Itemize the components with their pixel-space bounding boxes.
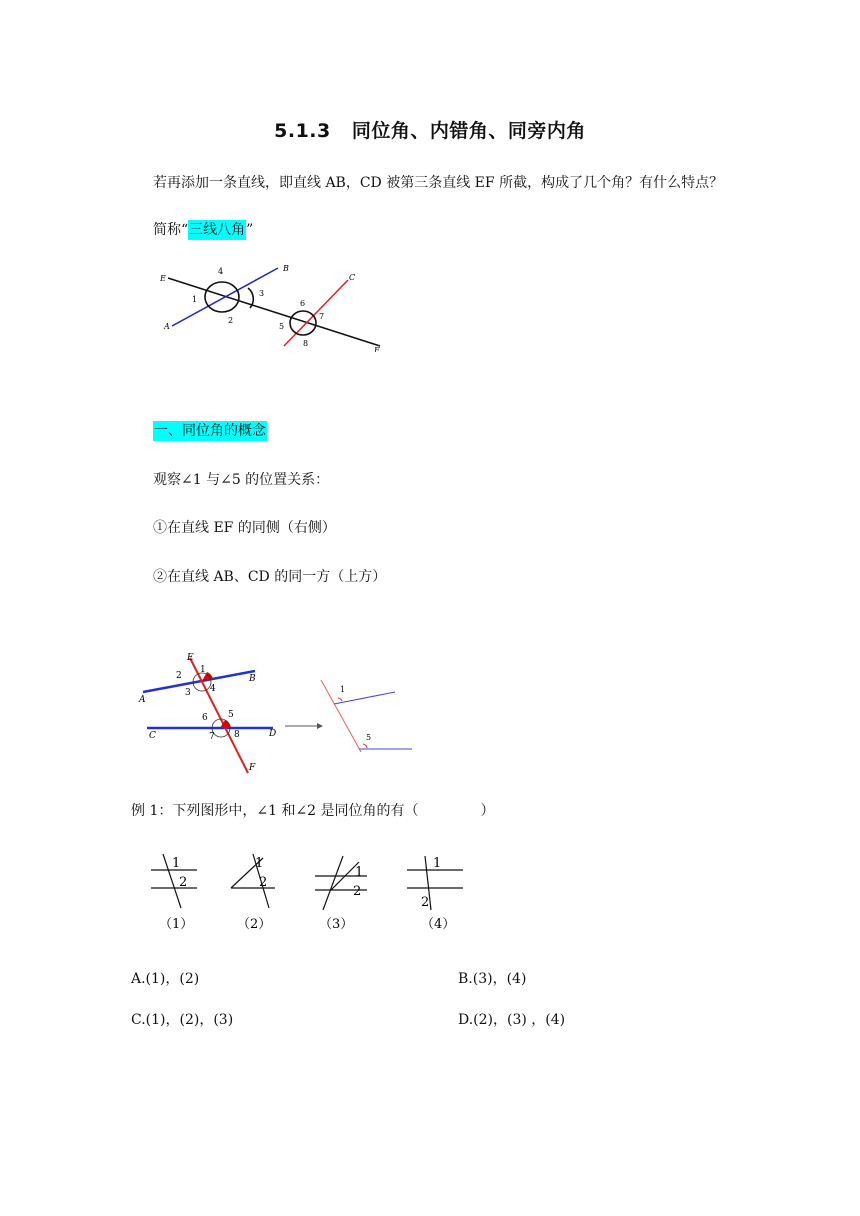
extracted-label-5: 5 — [366, 733, 372, 742]
three-lines-eight-angles-figure — [160, 262, 390, 352]
label-c: C — [349, 273, 356, 282]
title-text: 同位角、内错角、同旁内角 — [351, 120, 586, 142]
fig2-label-1: 1 — [255, 856, 264, 871]
intro-paragraph: 若再添加一条直线，即直线 AB，CD 被第三条直线 EF 所截，构成了几个角？有什么特点？ — [153, 175, 724, 191]
option-figure-4 — [407, 856, 463, 932]
fig1-label-1: 1 — [172, 856, 181, 871]
option-figure-1 — [151, 854, 197, 932]
angle-label-2: 2 — [176, 671, 182, 681]
label-e: E — [160, 274, 166, 283]
label-f: F — [249, 763, 256, 773]
angle-label-6: 6 — [202, 713, 208, 723]
angle-label-6: 6 — [300, 299, 306, 308]
section-heading: 一、同位角的概念 — [154, 423, 266, 439]
fig3-label-1: 1 — [355, 865, 364, 880]
arrow-icon — [317, 723, 323, 729]
shorthand-highlight: 三线八角 — [189, 222, 246, 238]
choice-c[interactable]: C.(1)，(2)，(3) — [131, 1012, 234, 1028]
extracted-label-1: 1 — [340, 685, 346, 694]
angle-label-5: 5 — [279, 322, 285, 331]
line-cd — [284, 280, 348, 346]
line-ef — [168, 278, 380, 346]
shorthand-suffix: ” — [246, 222, 254, 238]
option-figure-2 — [231, 854, 275, 932]
label-e: E — [187, 653, 194, 663]
choice-a[interactable]: A.(1)，(2) — [131, 971, 200, 987]
example-question: 例 1：下列图形中，∠1 和∠2 是同位角的有（ ） — [131, 803, 495, 819]
label-b: B — [283, 264, 289, 273]
option-figure-3 — [315, 856, 367, 932]
label-a: A — [164, 322, 170, 331]
corresponding-angles-figure — [135, 648, 425, 778]
fig4-label-2: 2 — [421, 895, 430, 910]
choice-b[interactable]: B.(3)，(4) — [458, 971, 527, 987]
fig2-caption: （2） — [237, 917, 272, 932]
label-b: B — [249, 674, 256, 684]
point-2: ②在直线 AB、CD 的同一方（上方） — [153, 569, 387, 585]
section-number: 5.1.3 — [274, 120, 331, 142]
angle-label-3: 3 — [259, 289, 265, 298]
fig3-caption: （3） — [319, 917, 354, 932]
extracted-angle-1-arc — [338, 698, 342, 701]
angle-label-1: 1 — [200, 665, 206, 675]
fig4-caption: （4） — [421, 917, 456, 932]
fig3-label-2: 2 — [353, 884, 362, 899]
fig4-label-1: 1 — [433, 856, 442, 871]
fig1-caption: （1） — [159, 917, 194, 932]
choice-d[interactable]: D.(2)，(3) ，(4) — [458, 1012, 566, 1028]
observe-text: 观察∠1 与∠5 的位置关系： — [153, 472, 330, 488]
example-figures — [145, 850, 475, 940]
label-f: F — [374, 346, 380, 352]
angle-label-3: 3 — [185, 688, 191, 698]
angle-label-7: 7 — [209, 732, 215, 742]
fig2-label-2: 2 — [259, 875, 268, 890]
fig1-label-2: 2 — [179, 875, 188, 890]
angle-label-8: 8 — [234, 730, 240, 740]
page-title — [0, 116, 860, 143]
extracted-angle-5-arc — [363, 744, 367, 748]
angle-label-4: 4 — [210, 684, 216, 694]
angle-circle-top — [205, 282, 239, 312]
angle-label-7: 7 — [319, 312, 325, 321]
shorthand-prefix: 简称“ — [153, 222, 189, 238]
label-d: D — [269, 729, 277, 739]
label-c: C — [149, 731, 156, 741]
point-1: ①在直线 EF 的同侧（右侧） — [153, 520, 336, 536]
angle-label-2: 2 — [228, 316, 234, 325]
label-a: A — [139, 695, 146, 705]
angle-label-1: 1 — [192, 295, 198, 304]
angle-label-8: 8 — [303, 339, 309, 348]
angle-label-4: 4 — [218, 267, 224, 276]
shorthand-line — [153, 219, 253, 239]
line-ef — [190, 658, 248, 773]
angle-circle-bottom — [290, 311, 316, 335]
angle-label-5: 5 — [228, 710, 234, 720]
